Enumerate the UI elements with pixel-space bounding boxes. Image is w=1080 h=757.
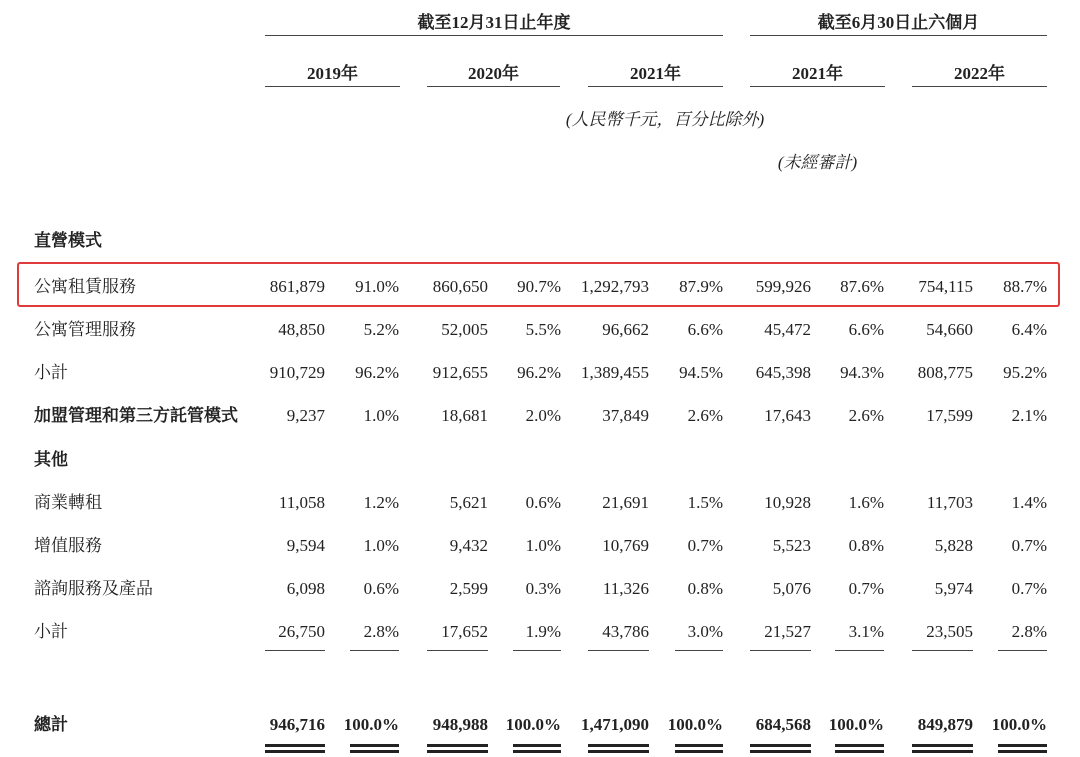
total-double-underline <box>588 744 649 747</box>
total-double-underline <box>427 750 488 753</box>
row-label: 商業轉租 <box>34 493 102 512</box>
subtotal-underline <box>750 650 811 651</box>
total-double-underline <box>513 744 561 747</box>
cell-value: 0.7% <box>1011 579 1047 598</box>
cell-value: 11,058 <box>278 493 325 512</box>
header-group-6m: 截至6月30日止六個月 <box>817 13 980 32</box>
cell-value: 11,703 <box>926 493 973 512</box>
cell-value: 88.7% <box>1003 277 1047 296</box>
cell-value: 11,326 <box>602 579 649 598</box>
total-double-underline <box>675 750 723 753</box>
total-double-underline <box>427 744 488 747</box>
total-double-underline <box>835 744 884 747</box>
year-rule <box>588 86 723 87</box>
cell-value: 5.2% <box>363 320 399 339</box>
total-double-underline <box>912 750 973 753</box>
subtotal-underline <box>513 650 561 651</box>
total-value: 100.0% <box>343 715 399 734</box>
total-value: 684,568 <box>755 715 811 734</box>
cell-value: 0.6% <box>525 493 561 512</box>
cell-value: 52,005 <box>441 320 488 339</box>
total-double-underline <box>998 750 1047 753</box>
cell-value: 2.1% <box>1011 406 1047 425</box>
cell-value: 912,655 <box>432 363 488 382</box>
subtotal-underline <box>912 650 973 651</box>
total-double-underline <box>588 750 649 753</box>
row-label: 增值服務 <box>34 536 102 555</box>
cell-value: 37,849 <box>602 406 649 425</box>
cell-value: 0.8% <box>687 579 723 598</box>
row-label: 小計 <box>34 363 68 382</box>
row-label: 公寓管理服務 <box>34 320 136 339</box>
year-rule <box>750 86 885 87</box>
header-group-fy: 截至12月31日止年度 <box>417 13 571 32</box>
total-value: 100.0% <box>828 715 884 734</box>
cell-value: 45,472 <box>764 320 811 339</box>
cell-value: 48,850 <box>278 320 325 339</box>
cell-value: 17,643 <box>764 406 811 425</box>
cell-value: 2.6% <box>848 406 884 425</box>
subtotal-underline <box>265 650 325 651</box>
cell-value: 1.4% <box>1011 493 1047 512</box>
cell-value: 808,775 <box>917 363 973 382</box>
year-header: 2019年 <box>307 64 358 83</box>
total-row <box>0 710 1080 740</box>
table-row <box>0 226 1080 256</box>
row-label: 諮詢服務及產品 <box>34 579 153 598</box>
cell-value: 95.2% <box>1003 363 1047 382</box>
total-double-underline <box>350 744 399 747</box>
total-value: 946,716 <box>269 715 325 734</box>
cell-value: 2,599 <box>449 579 488 598</box>
cell-value: 1,292,793 <box>581 277 649 296</box>
cell-value: 645,398 <box>755 363 811 382</box>
row-label: 公寓租賃服務 <box>34 277 136 296</box>
cell-value: 754,115 <box>918 277 973 296</box>
total-double-underline <box>835 750 884 753</box>
cell-value: 1,389,455 <box>581 363 649 382</box>
table-row <box>0 445 1080 475</box>
subtotal-underline <box>998 650 1047 651</box>
cell-value: 87.9% <box>679 277 723 296</box>
cell-value: 91.0% <box>355 277 399 296</box>
cell-value: 5,076 <box>772 579 811 598</box>
cell-value: 3.0% <box>687 622 723 641</box>
cell-value: 0.6% <box>363 579 399 598</box>
cell-value: 1.5% <box>687 493 723 512</box>
cell-value: 0.3% <box>525 579 561 598</box>
cell-value: 5.5% <box>525 320 561 339</box>
cell-value: 0.7% <box>687 536 723 555</box>
cell-value: 1.2% <box>363 493 399 512</box>
subtotal-underline <box>588 650 649 651</box>
total-double-underline <box>265 750 325 753</box>
table-row <box>0 574 1080 604</box>
cell-value: 3.1% <box>848 622 884 641</box>
row-label: 加盟管理和第三方託管模式 <box>34 406 238 425</box>
cell-value: 6.4% <box>1011 320 1047 339</box>
header-group-fy-rule <box>265 35 723 36</box>
cell-value: 6.6% <box>687 320 723 339</box>
cell-value: 2.8% <box>363 622 399 641</box>
total-double-underline <box>350 750 399 753</box>
total-value: 948,988 <box>432 715 488 734</box>
table-row <box>0 358 1080 388</box>
year-header: 2021年 <box>630 64 681 83</box>
cell-value: 10,928 <box>764 493 811 512</box>
cell-value: 910,729 <box>269 363 325 382</box>
total-double-underline <box>912 744 973 747</box>
cell-value: 1.0% <box>363 406 399 425</box>
cell-value: 96.2% <box>355 363 399 382</box>
row-label: 其他 <box>34 450 68 469</box>
year-header: 2021年 <box>792 64 843 83</box>
table-row <box>0 488 1080 518</box>
cell-value: 10,769 <box>602 536 649 555</box>
cell-value: 21,527 <box>764 622 811 641</box>
row-label: 小計 <box>34 622 68 641</box>
cell-value: 96,662 <box>602 320 649 339</box>
cell-value: 6,098 <box>286 579 325 598</box>
cell-value: 54,660 <box>926 320 973 339</box>
total-double-underline <box>750 750 811 753</box>
cell-value: 5,828 <box>934 536 973 555</box>
cell-value: 860,650 <box>432 277 488 296</box>
cell-value: 2.6% <box>687 406 723 425</box>
cell-value: 94.5% <box>679 363 723 382</box>
cell-value: 23,505 <box>926 622 973 641</box>
cell-value: 87.6% <box>840 277 884 296</box>
cell-value: 21,691 <box>602 493 649 512</box>
total-double-underline <box>265 744 325 747</box>
table-row <box>0 315 1080 345</box>
cell-value: 1.9% <box>525 622 561 641</box>
cell-value: 861,879 <box>269 277 325 296</box>
row-label: 直營模式 <box>34 231 102 250</box>
cell-value: 5,523 <box>772 536 811 555</box>
cell-value: 9,237 <box>286 406 325 425</box>
cell-value: 0.7% <box>848 579 884 598</box>
unit-note: (人民幣千元，百分比除外) <box>565 110 765 129</box>
subtotal-underline <box>675 650 723 651</box>
cell-value: 43,786 <box>602 622 649 641</box>
cell-value: 2.8% <box>1011 622 1047 641</box>
total-value: 100.0% <box>991 715 1047 734</box>
cell-value: 96.2% <box>517 363 561 382</box>
cell-value: 17,599 <box>926 406 973 425</box>
total-value: 1,471,090 <box>581 715 649 734</box>
cell-value: 2.0% <box>525 406 561 425</box>
subtotal-underline <box>835 650 884 651</box>
cell-value: 5,621 <box>449 493 488 512</box>
total-value: 849,879 <box>917 715 973 734</box>
year-rule <box>265 86 400 87</box>
year-header: 2020年 <box>468 64 519 83</box>
cell-value: 18,681 <box>441 406 488 425</box>
subtotal-underline <box>427 650 488 651</box>
table-row <box>0 531 1080 561</box>
table-row <box>0 617 1080 647</box>
year-rule <box>912 86 1047 87</box>
year-header: 2022年 <box>954 64 1005 83</box>
total-double-underline <box>513 750 561 753</box>
cell-value: 1.0% <box>363 536 399 555</box>
header-group-6m-rule <box>750 35 1047 36</box>
cell-value: 1.6% <box>848 493 884 512</box>
cell-value: 26,750 <box>278 622 325 641</box>
total-value: 100.0% <box>667 715 723 734</box>
cell-value: 0.7% <box>1011 536 1047 555</box>
cell-value: 1.0% <box>525 536 561 555</box>
total-label: 總計 <box>34 715 68 734</box>
cell-value: 90.7% <box>517 277 561 296</box>
cell-value: 9,594 <box>286 536 325 555</box>
total-double-underline <box>675 744 723 747</box>
cell-value: 9,432 <box>449 536 488 555</box>
cell-value: 17,652 <box>441 622 488 641</box>
subtotal-underline <box>350 650 399 651</box>
table-row <box>0 272 1080 302</box>
cell-value: 599,926 <box>755 277 811 296</box>
cell-value: 5,974 <box>934 579 973 598</box>
unaudited-note: (未經審計) <box>777 153 858 172</box>
total-double-underline <box>998 744 1047 747</box>
total-double-underline <box>750 744 811 747</box>
cell-value: 6.6% <box>848 320 884 339</box>
cell-value: 94.3% <box>840 363 884 382</box>
year-rule <box>427 86 560 87</box>
cell-value: 0.8% <box>848 536 884 555</box>
total-value: 100.0% <box>505 715 561 734</box>
table-row <box>0 401 1080 431</box>
